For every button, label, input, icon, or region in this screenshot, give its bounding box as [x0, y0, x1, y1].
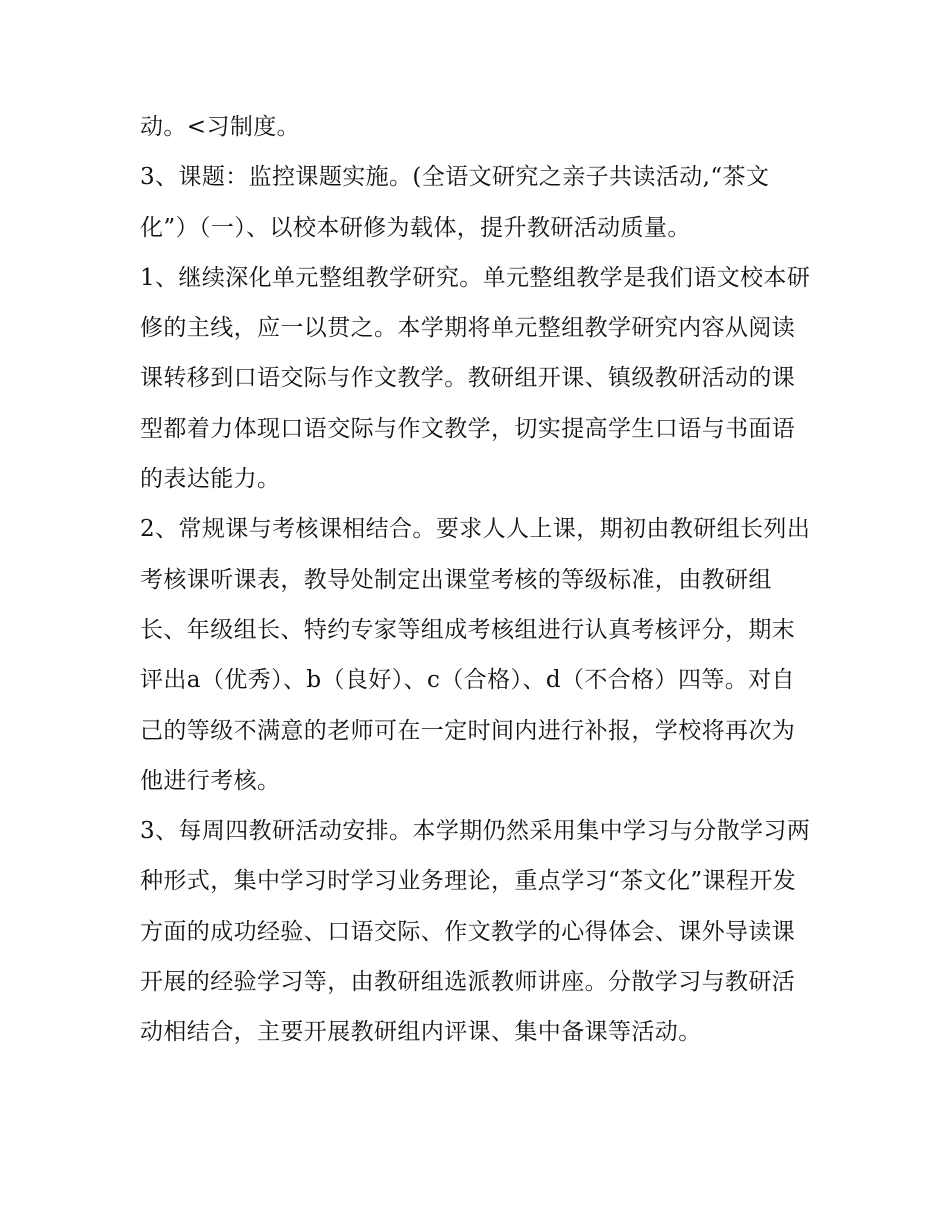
paragraph-item-1: 1、继续深化单元整组教学研究。单元整组教学是我们语文校本研修的主线，应一以贯之。本学期将单元整组教学研究内容从阅读课转移到口语交际与作文教学。教研组开课、镇级教研活动的课型都着力体现口语交际与作文教学，切实提高学生口语与书面语的表达能力。	[140, 264, 811, 493]
paragraph-item-2: 2、常规课与考核课相结合。要求人人上课，期初由教研组长列出考核课听课表，教导处制定出课堂考核的等级标准，由教研组长、年级组长、特约专家等组成考核组进行认真考核评分，期末评出a（优秀）、b（良好）、c（合格）、d（不合格）四等。对自己的等级不满意的老师可在一定时间内进行补报，学校将再次为他进行考核。	[140, 516, 811, 794]
paragraph-item-3: 3、每周四教研活动安排。本学期仍然采用集中学习与分散学习两种形式，集中学习时学习业务理论，重点学习“茶文化”课程开发方面的成功经验、口语交际、作文教学的心得体会、课外导读课开展的经验学习等，由教研组选派教师讲座。分散学习与教研活动相结合，主要开展教研组内评课、集中备课等活动。	[140, 818, 811, 1046]
paragraph-continuation: 动。<习制度。	[140, 114, 301, 140]
document-body	[140, 102, 812, 1058]
paragraph-topic-3: 3、课题：监控课题实施。(全语文研究之亲子共读活动,“茶文化”）（一）、以校本研修为载体，提升教研活动质量。	[140, 164, 770, 241]
